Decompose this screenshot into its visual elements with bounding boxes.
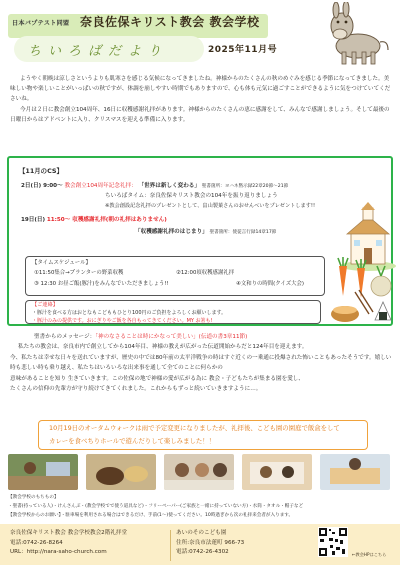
cs-heading: 【11月のCS】 bbox=[19, 167, 63, 175]
footer bbox=[0, 524, 400, 565]
belongings-list: ・聖書(持っている人)・けんさんぶ・(教会学校でで使う道具など)・フリーペーパー(ご家族と一緒に持っていない方)・水筒・タオル・帽子など bbox=[8, 504, 304, 509]
message-paragraph: 意味があることを知り 生きていきます。この佐保の地で神様の愛が広がる為に 教会・子どもたちが集まる園を愛し、 bbox=[10, 375, 304, 382]
event-photo bbox=[8, 454, 78, 490]
header bbox=[0, 0, 400, 70]
footer-school-tel: 電話:0742-26-4302 bbox=[176, 549, 229, 556]
event-photo bbox=[164, 454, 234, 490]
issue-date: 2025年11月号 bbox=[208, 45, 278, 55]
event-19th-date: 19日(日) bbox=[21, 217, 46, 223]
event-2nd-note: ※教会創設記念礼拝のプレゼントとして、畠山製菓さんのおせんべいをプレゼントします!! bbox=[105, 203, 316, 209]
message-paragraph: 私たちの教会は、奈良市内で創立してから104年目、神様の教えが広がった伝道開始からだと124年目を迎えます。 bbox=[18, 344, 308, 351]
event-19th-detail bbox=[135, 228, 276, 237]
footer-school-name: あいのそのこども園 bbox=[176, 530, 227, 536]
event-photo bbox=[320, 454, 390, 490]
footer-church-info bbox=[10, 529, 127, 558]
schedule-item: ③ 12:30 お昼ご飯(豚汁)をみんなでいただきましょう!! bbox=[34, 281, 169, 287]
photo-strip bbox=[8, 454, 392, 490]
message-title-prefix: 聖書からのメッセージ： bbox=[34, 334, 96, 340]
donkey-illustration bbox=[322, 2, 394, 66]
schedule-item: ①11:50集合→プランターの野菜収穫 bbox=[34, 270, 124, 276]
message-title-quote: 「神のなさることは時にかなって美しい」(伝道の書3章11節) bbox=[95, 334, 248, 340]
meal-illustration bbox=[325, 286, 395, 326]
autumn-walk-box bbox=[38, 420, 368, 450]
intro-paragraph: 今月は２日に教会創立104周年、16日に収穫感謝礼拝があります。神様からのたくさんの恵に感謝をして、みんなで感謝しましょう。そして最後の日曜日からはアドベントに入り、クリスマスを迎える準備に入ります。 bbox=[10, 106, 390, 123]
autumn-walk-line: 10月19日のオータムウォークは雨で予定変更になりましたが、礼拝後、こども園の園庭で飯盒をして bbox=[49, 424, 340, 432]
newsletter-logo-text: ちいろばだより bbox=[28, 44, 169, 59]
message-paragraph: たくさんの信仰の先輩方が守り続けてきてくれました。これからもずっと続いていきますように…。 bbox=[10, 386, 262, 393]
contact-line: ・豚汁のみの提供です。おにぎりやご飯を各自もってきてください。MY お箸も! bbox=[32, 318, 213, 324]
bible-message bbox=[10, 332, 394, 394]
contact-box bbox=[25, 300, 321, 324]
event-2nd bbox=[21, 182, 288, 191]
autumn-walk-line: カレーを食べちりホールで遊んだりして楽しみました！！ bbox=[49, 437, 216, 445]
event-photo bbox=[242, 454, 312, 490]
contact-heading: 【ご連絡】 bbox=[32, 302, 58, 308]
footer-school-address: 住所:奈良市法蓮町 966-73 bbox=[176, 539, 245, 546]
event-19th-title: 「収穫感謝礼拝のはじまり」 bbox=[135, 229, 208, 235]
time-schedule-box bbox=[25, 256, 325, 296]
cs-schedule-box bbox=[7, 156, 393, 326]
parking-request: 【教会学校からのお願い】・駐車場を利用される場合はできるだけ、手前(1～)使ってください。10時過ぎから次の礼拝来会者が入ります。 bbox=[8, 513, 294, 518]
schedule-item: ②12:00頃収穫感謝礼拝 bbox=[176, 270, 235, 276]
event-2nd-activity: ちいろばタイム：奈良佐保キリスト教会の104年を振り返りましょう bbox=[105, 193, 278, 199]
message-title bbox=[10, 332, 394, 342]
event-19th-scripture: 聖書箇所：使徒言行録14章17節 bbox=[209, 230, 277, 235]
belongings-heading: 【教会学校のもちもの】 bbox=[8, 495, 59, 500]
footer-school-info bbox=[176, 529, 244, 558]
org-name: 日本バプテスト同盟 bbox=[12, 20, 70, 27]
footer-divider bbox=[170, 530, 171, 561]
qr-code[interactable] bbox=[318, 527, 348, 557]
message-paragraph: 今、私たちは幸せな日々を送れていますが、歴史の中では80年前の太平洋戦争の時はすぐ近くの一乗通に投爆された怖いこともあったそうです。嬉しい時も悲しい時も乗り越え、私たちはいろいろな出来事を通して全てのことに何らかの bbox=[10, 354, 392, 372]
footer-church-name: 奈良佐保キリスト教会 教会学校教会2階礼拝堂 bbox=[10, 530, 128, 536]
footer-church-tel: 電話:0742-26-8264 bbox=[10, 539, 63, 546]
intro-paragraph: ようやく朝晩は涼しさというよりも肌寒さを感じる気候になってきましたね。神様からのたくさんの秋のめぐみを感じる季節になってきました。美味しい物や楽しいことがいっぱいの秋ですが、体調を崩しやすい時期でもありますので、心も体も元気に過ごすことができるように気をつけていてくださいね。 bbox=[10, 76, 391, 103]
schedule-item: ④文和りの時間(クイズ大会) bbox=[236, 281, 305, 287]
newsletter-logo bbox=[14, 36, 204, 62]
event-photo bbox=[86, 454, 156, 490]
event-2nd-time: 2日(日) 9:00～ bbox=[21, 183, 63, 189]
event-19th bbox=[21, 216, 167, 224]
masthead bbox=[8, 6, 348, 40]
intro-text bbox=[10, 74, 394, 125]
event-19th-name: 11:50～ 収穫感謝礼拝(朝の礼拝はありません) bbox=[46, 217, 167, 223]
qr-caption: ←教会HPはこちら bbox=[352, 552, 387, 557]
schedule-heading: 【タイムスケジュール】 bbox=[32, 260, 91, 266]
event-2nd-title: 「世界は新しく変わる」 bbox=[138, 183, 200, 189]
event-2nd-scripture: 聖書箇所：ヨハネ黙示録22章20節～21節 bbox=[201, 184, 289, 189]
contact-line: ・豚汁を食べる方はおとなもこどももひとり100円のご負担をよろしくお願いします。 bbox=[32, 310, 227, 316]
footer-church-url[interactable]: URL：http://nara-saho-church.com bbox=[10, 549, 107, 556]
event-2nd-name: 教会創立104周年記念礼拝： bbox=[64, 183, 137, 189]
church-name: 奈良佐保キリスト教会 教会学校 bbox=[80, 15, 260, 29]
